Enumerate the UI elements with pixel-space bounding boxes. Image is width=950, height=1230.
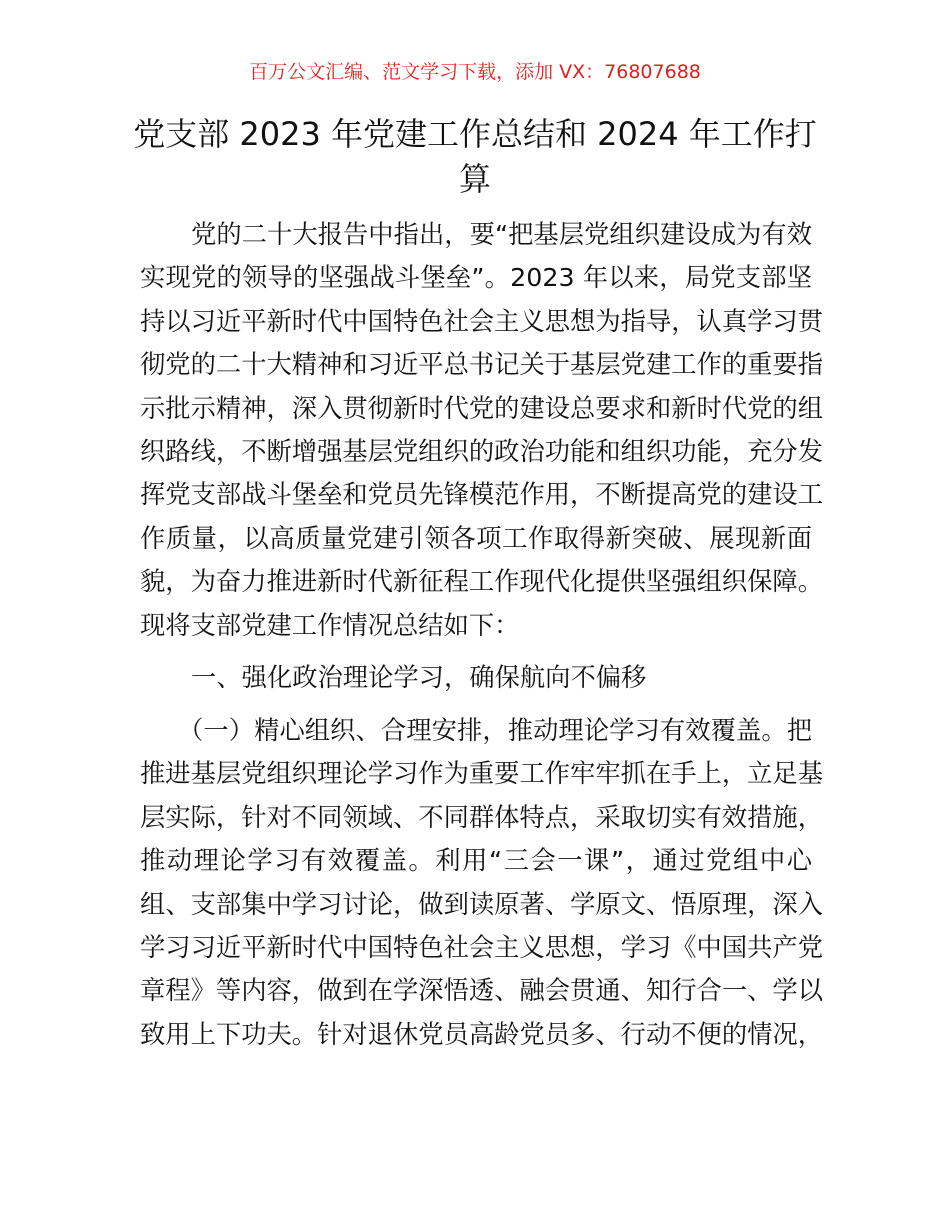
section-heading-text: 一、强化政治理论学习，确保航向不偏移	[191, 663, 647, 692]
paragraph-line: 推进基层党组织理论学习作为重要工作牢牢抓在手上，立足基	[140, 759, 824, 789]
paragraph-line: 貌，为奋力推进新时代新征程工作现代化提供坚强组织保障。	[140, 567, 824, 597]
paragraph-line: 织路线，不断增强基层党组织的政治功能和组织功能，充分发	[140, 436, 824, 466]
section-heading	[140, 656, 812, 699]
paragraph-line: 示批示精神，深入贯彻新时代党的建设总要求和新时代党的组	[140, 393, 824, 423]
paragraph-line: 组、支部集中学习讨论，做到读原著、学原文、悟原理，深入	[140, 889, 824, 919]
paragraph-line: 作质量，以高质量党建引领各项工作取得新突破、展现新面	[140, 523, 812, 553]
paragraph-line: 推动理论学习有效覆盖。利用“三会一课”，通过党组中心	[140, 846, 812, 876]
paragraph-line: 章程》等内容，做到在学深悟透、融会贯通、知行合一、学以	[140, 976, 824, 1006]
paragraph-line: 层实际，针对不同领域、不同群体特点，采取切实有效措施，	[140, 802, 824, 832]
paragraph-line: 致用上下功夫。针对退休党员高龄党员多、行动不便的情况，	[140, 1019, 824, 1049]
paragraph-line: 学习习近平新时代中国特色社会主义思想，学习《中国共产党	[140, 932, 824, 962]
paragraph-line: 挥党支部战斗堡垒和党员先锋模范作用，不断提高党的建设工	[140, 480, 824, 510]
title-line-2: 算	[458, 160, 491, 198]
paragraph-line: 彻党的二十大精神和习近平总书记关于基层党建工作的重要指	[140, 350, 824, 380]
paragraph-line: 党的二十大报告中指出，要“把基层党组织建设成为有效	[191, 220, 812, 249]
watermark-banner: 百万公文汇编、范文学习下载，添加 VX：76807688	[249, 61, 701, 83]
title-line-1: 党支部 2023 年党建工作总结和 2024 年工作打	[133, 115, 817, 153]
paragraph-line: 持以习近平新时代中国特色社会主义思想为指导，认真学习贯	[140, 306, 824, 336]
document-title	[130, 112, 820, 202]
intro-paragraph	[140, 213, 824, 647]
paragraph-line: 实现党的领导的坚强战斗堡垒”。2023 年以来，局党支部坚	[140, 263, 812, 293]
paragraph-line: （一）精心组织、合理安排，推动理论学习有效覆盖。把	[178, 716, 812, 745]
section-paragraph	[140, 709, 824, 1056]
paragraph-line: 现将支部党建工作情况总结如下：	[140, 610, 520, 640]
